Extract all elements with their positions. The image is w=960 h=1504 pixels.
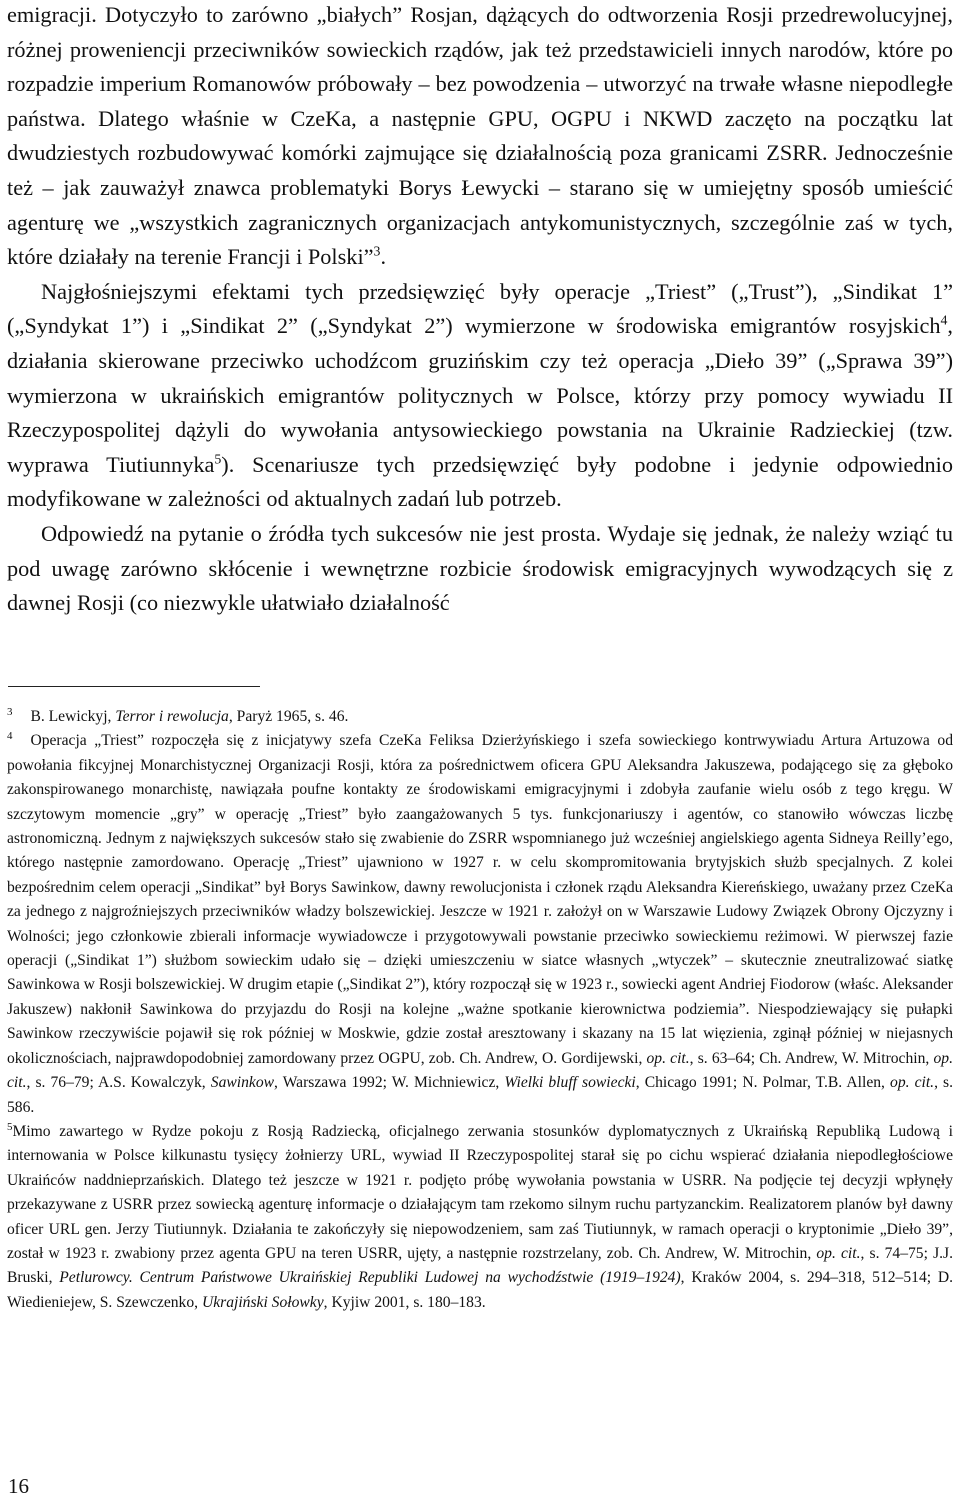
footnote-italic: Wielki bluff sowiecki bbox=[504, 1074, 636, 1092]
footnote-text: Operacja „Triest” rozpoczęła się z inicjatywy szefa CzeKa Feliksa Dzierżyńskiego i szefa sowieckiego kontrwywiadu Artura Artuzowa od powołania fikcyjnej Monarchistycznej Organizacji Rosji, która za pośrednictwem oficera GPU Aleksandra Jakuszewa, podającego się za głęboko zakonspirowanego monarchistę, nawiązała poufne kontakty ze środowiskami emigracyjnymi i zdobyła zaufanie wielu osób z tego kręgu. W szczytowym momencie „gry” w operację „Triest” było zaangażowanych 5 tys. funkcjonariuszy i agentów, co stanowiło wówczas liczbę astronomiczną. Jednym z największych sukcesów stało się zwabienie do ZSRR wspomnianego już wcześniej angielskiego agenta Sidneya Reilly’ego, którego następnie zamordowano. Operację „Triest” ujawniono w 1927 r. w celu skompromitowania brytyjskich służb specjalnych. Z kolei bezpośrednim celem operacji „Sindikat” był Borys Sawinkow, dawny rewolucjonista i członek rządu Aleksandra Kiereńskiego, uważany przez CzeKa za jednego z najgroźniejszych przeciwników władzy bolszewickiej. Jeszcze w 1921 r. założył on w Warszawie Ludowy Związek Obrony Ojczyzny i Wolności; jego członkowie zbierali informacje wywiadowcze i przygotowywali powstanie przeciwko sowieckiemu reżimowi. W pierwszej fazie operacji („Sindikat 1”) służbom sowieckim udało się – dzięki umieszczeniu w siatce własnych „wtyczek” – skutecznie zneutralizować siatkę Sawinkowa w Rosji bolszewickiej. W drugim etapie („Sindikat 2”), który rozpoczął się w 1923 r., sowiecki agent Andriej Fiodorow (właśc. Aleksander Jakuszew) nakłonił Sawinkowa do przyjazdu do Rosji na kolejne „ważne spotkanie kierownictwa podziemia”. Niespodziewający się pułapki Sawinkow rzeczywiście pojawił się rok później w Moskwie, gdzie został aresztowany i skazany na 15 lat więzienia, zginął później w niejasnych okolicznościach, najprawdopodobniej zamordowany przez OGPU, zob. Ch. Andrew, O. Gordijewski, bbox=[7, 732, 953, 1067]
footnote-text: , Kyjiw 2001, s. 180–183. bbox=[323, 1293, 486, 1311]
footnote-5 bbox=[7, 1120, 953, 1315]
footnote-italic: op. cit. bbox=[7, 1049, 953, 1092]
footnote-italic: Sawinkow bbox=[210, 1074, 275, 1092]
footnote-italic: op. cit. bbox=[646, 1049, 690, 1067]
footnote-italic: Ukrajіńskі Sołowky bbox=[201, 1293, 324, 1311]
paragraph bbox=[7, 275, 953, 517]
footnote-italic: op. cit. bbox=[890, 1074, 935, 1092]
footnote-number: 4 bbox=[7, 730, 13, 743]
paragraph-text: Najgłośniejszymi efektami tych przedsięwzięć były operacje „Triest” („Trust”), „Sindikat 1” („Syndykat 1”) i „Sindikat 2” („Syndykat 2”) wymierzone w środowiska emigrantów rosyjskich bbox=[7, 278, 953, 339]
page-number: 16 bbox=[8, 1474, 29, 1498]
body-text bbox=[7, 0, 953, 621]
paragraph-text: emigracji. Dotyczyło to zarówno „białych” Rosjan, dążących do odtworzenia Rosji przedrewolucyjnej, różnej proweniencji przeciwników sowieckich rządów, jak też przedstawicieli innych narodów, które po rozpadzie imperium Romanowów próbowały – bez powodzenia – utworzyć na trwałe własne niepodległe państwa. Dlatego właśnie w CzeKa, a następnie GPU, OGPU i NKWD zaczęto na początku lat dwudziestych rozbudowywać komórki zajmujące się działalnością poza granicami ZSRR. Jednocześnie też – jak zauważył znawca problematyki Borys Łewycki – starano się w umiejętny sposób umieścić agenturę we „wszystkich zagranicznych organizacjach antykomunistycznych, szczególnie zaś w tych, które działały na terenie Francji i Polski” bbox=[7, 2, 953, 270]
paragraph-text: . bbox=[380, 244, 387, 270]
footnote-text: , Warszawa 1992; W. Michniewicz, bbox=[274, 1074, 505, 1092]
paragraph bbox=[7, 517, 953, 621]
footnote-text: , s. 63–64; Ch. Andrew, W. Mitrochin, bbox=[689, 1049, 934, 1067]
footnote-ref-5[interactable]: 5 bbox=[214, 451, 222, 467]
footnote-3 bbox=[7, 705, 953, 729]
footnote-text: , Chicago 1991; N. Polmar, T.B. Allen, bbox=[635, 1074, 891, 1092]
footnote-text: , s. 74–75; J.J. Bruski, bbox=[7, 1244, 953, 1287]
paragraph-text: Odpowiedź na pytanie o źródła tych sukcesów nie jest prosta. Wydaje się jednak, że należy wziąć tu pod uwagę zarówno skłócenie i wewnętrzne rozbicie środowisk emigracyjnych wywodzących się z dawnej Rosji (co niezwykle ułatwiało działalność bbox=[7, 520, 953, 616]
footnote-text: Mimo zawartego w Rydze pokoju z Rosją Radziecką, oficjalnego zerwania stosunków dyplomatycznych z Ukraińską Republiką Ludową i internowania w Polsce kilkunastu tysięcy żołnierzy URL, wywiad II Rzeczypospolitej starał się po cichu wspierać działania niepodległościowe Ukraińców naddnieprzańskich. Dlatego też jeszcze w 1921 r. podjęto próbę wywołania powstania w USRR. Na podjęcie tej decyzji wpłynęły przekazywane z USRR przez sowiecką agenturę informacje o działającym tam rzekomo silnym ruchu partyzanckim. Realizatorem planów był dawny oficer URL gen. Jerzy Tiutiunnyk. Działania te zakończyły się niepowodzeniem, sam zaś Tiutiunnyk, w ramach operacji o kryptonimie „Dieło 39”, został w 1923 r. zwabiony przez agenta GPU na teren USRR, ujęty, a następnie rozstrzelany, zob. Ch. Andrew, W. Mitrochin, bbox=[7, 1122, 953, 1262]
paragraph-text: ). Scenariusze tych przedsięwzięć były podobne i jedynie odpowiednio modyfikowane w zależności od aktualnych zadań lub potrzeb. bbox=[7, 451, 953, 512]
footnote-separator bbox=[8, 686, 260, 687]
footnote-text: , Kraków 2004, s. 294–318, 512–514; D. Wiedieniejew, S. Szewczenko, bbox=[7, 1269, 954, 1311]
paragraph-text: , działania skierowane przeciwko uchodźcom gruzińskim czy też operacja „Dieło 39” („Sprawa 39”) wymierzona w ukraińskich emigrantów politycznych w Polsce, którzy przy pomocy wywiadu II Rzeczypospolitej dążyli do wywołania antysowieckiego powstania na Ukrainie Radzieckiej (tzw. wyprawa Tiutiunnyka bbox=[7, 313, 953, 477]
footnote-italic: Petlurowcy. Centrum Państwowe Ukraińskiej Republiki Ludowej na wychodźstwie (1919–1924) bbox=[59, 1269, 681, 1287]
footnote-ref-4[interactable]: 4 bbox=[940, 312, 948, 328]
footnote-text: , s. 76–79; A.S. Kowalczyk, bbox=[26, 1074, 211, 1092]
footnote-4 bbox=[7, 729, 953, 1120]
footnote-number: 5 bbox=[7, 1120, 13, 1133]
footnote-italic: op. cit. bbox=[816, 1244, 861, 1262]
footnotes bbox=[7, 705, 953, 1315]
paragraph bbox=[7, 0, 953, 275]
footnote-text: , Paryż 1965, s. 46. bbox=[228, 708, 349, 725]
footnote-number: 3 bbox=[7, 705, 13, 718]
footnote-text: B. Lewickyj, bbox=[30, 708, 116, 725]
footnote-title: Terror i rewolucja bbox=[115, 708, 229, 725]
footnote-ref-3[interactable]: 3 bbox=[373, 243, 381, 259]
footnote-text: , s. 586. bbox=[7, 1074, 953, 1116]
